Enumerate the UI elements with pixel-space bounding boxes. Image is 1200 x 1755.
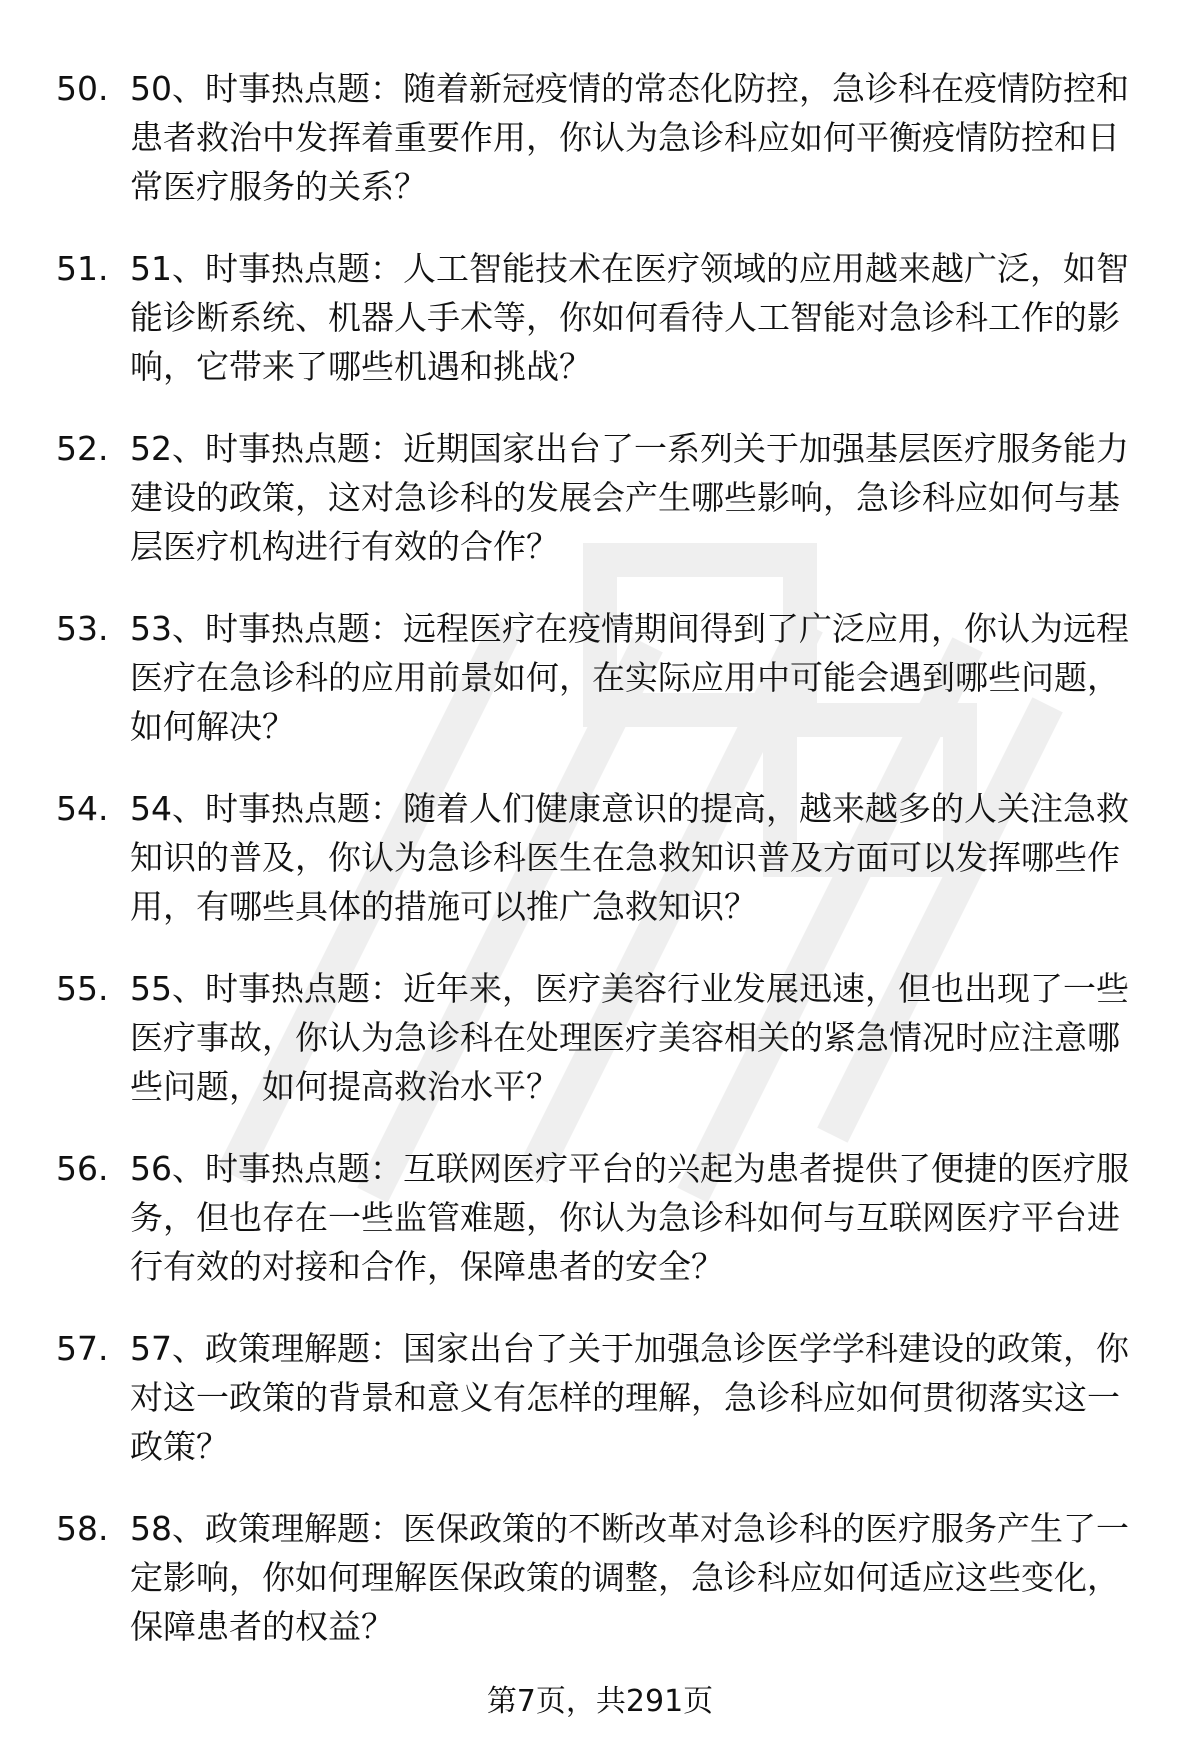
question-text: 53、时事热点题：远程医疗在疫情期间得到了广泛应用，你认为远程医疗在急诊科的应用前景如何，在实际应用中可能会遇到哪些问题，如何解决？	[130, 609, 1129, 746]
question-item	[0, 64, 1200, 244]
question-text: 54、时事热点题：随着人们健康意识的提高，越来越多的人关注急救知识的普及，你认为急诊科医生在急救知识普及方面可以发挥哪些作用，有哪些具体的措施可以推广急救知识？	[130, 789, 1129, 926]
question-item	[0, 424, 1200, 604]
question-item	[0, 1324, 1200, 1504]
question-number: 51.	[56, 249, 109, 288]
question-number: 50.	[56, 69, 109, 108]
question-number: 57.	[56, 1329, 109, 1368]
question-number: 54.	[56, 789, 109, 828]
question-text: 58、政策理解题：医保政策的不断改革对急诊科的医疗服务产生了一定影响，你如何理解医保政策的调整，急诊科应如何适应这些变化，保障患者的权益？	[130, 1509, 1129, 1646]
question-number: 56.	[56, 1149, 109, 1188]
page-footer: 第7页，共291页	[486, 1684, 714, 1719]
question-item	[0, 604, 1200, 784]
question-item	[0, 1144, 1200, 1324]
question-number: 52.	[56, 429, 109, 468]
question-number: 53.	[56, 609, 109, 648]
question-text: 56、时事热点题：互联网医疗平台的兴起为患者提供了便捷的医疗服务，但也存在一些监管难题，你认为急诊科如何与互联网医疗平台进行有效的对接和合作，保障患者的安全？	[130, 1149, 1129, 1286]
question-item	[0, 784, 1200, 964]
question-text: 51、时事热点题：人工智能技术在医疗领域的应用越来越广泛，如智能诊断系统、机器人手术等，你如何看待人工智能对急诊科工作的影响，它带来了哪些机遇和挑战？	[130, 249, 1129, 386]
question-item	[0, 244, 1200, 424]
question-text: 52、时事热点题：近期国家出台了一系列关于加强基层医疗服务能力建设的政策，这对急诊科的发展会产生哪些影响，急诊科应如何与基层医疗机构进行有效的合作？	[130, 429, 1129, 566]
question-number: 58.	[56, 1509, 109, 1548]
question-number: 55.	[56, 969, 109, 1008]
question-item	[0, 1504, 1200, 1684]
question-text: 55、时事热点题：近年来，医疗美容行业发展迅速，但也出现了一些医疗事故，你认为急诊科在处理医疗美容相关的紧急情况时应注意哪些问题，如何提高救治水平？	[130, 969, 1129, 1106]
question-text: 57、政策理解题：国家出台了关于加强急诊医学学科建设的政策，你对这一政策的背景和意义有怎样的理解，急诊科应如何贯彻落实这一政策？	[130, 1329, 1129, 1466]
question-text: 50、时事热点题：随着新冠疫情的常态化防控，急诊科在疫情防控和患者救治中发挥着重要作用，你认为急诊科应如何平衡疫情防控和日常医疗服务的关系？	[130, 69, 1129, 206]
question-list	[0, 64, 1200, 1684]
question-item	[0, 964, 1200, 1144]
